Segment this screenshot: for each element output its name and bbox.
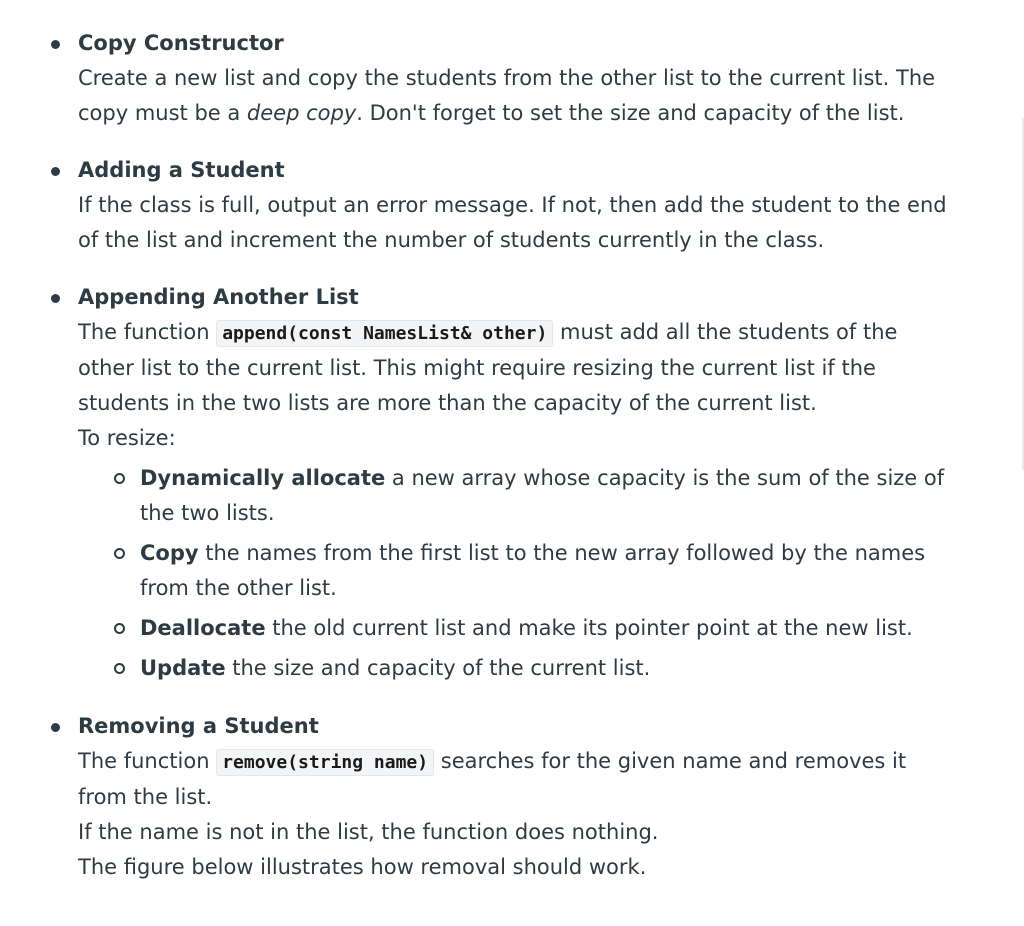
circle-bullet-icon bbox=[114, 548, 125, 559]
paragraph-line: Create a new list and copy the students from the other list to the current list. The bbox=[78, 66, 936, 90]
circle-bullet-icon bbox=[114, 473, 125, 484]
bullet-icon bbox=[51, 723, 60, 732]
list-item-appending-list bbox=[78, 280, 998, 456]
section-heading: Appending Another List bbox=[78, 285, 359, 309]
sub-list-item: Copy the names from the first list to the new array followed by the names from the other list. bbox=[140, 536, 1000, 606]
paragraph-line: The function remove(string name) searches for the given name and removes it bbox=[78, 744, 998, 780]
list-item-removing-student bbox=[78, 709, 998, 885]
paragraph-line: students in the two lists are more than the capacity of the current list. bbox=[78, 391, 817, 415]
circle-bullet-icon bbox=[114, 623, 125, 634]
paragraph-line: other list to the current list. This might require resizing the current list if the bbox=[78, 356, 876, 380]
circle-bullet-icon bbox=[114, 663, 125, 674]
step-keyword: Copy bbox=[140, 541, 199, 565]
section-heading: Removing a Student bbox=[78, 714, 319, 738]
paragraph-line: of the list and increment the number of students currently in the class. bbox=[78, 228, 825, 252]
emphasis-text: deep copy bbox=[246, 101, 357, 125]
paragraph-line: If the name is not in the list, the function does nothing. bbox=[78, 820, 659, 844]
paragraph-line: To resize: bbox=[78, 426, 176, 450]
bullet-icon bbox=[51, 294, 60, 303]
list-item-adding-student bbox=[78, 153, 998, 258]
paragraph-line: from the list. bbox=[78, 785, 213, 809]
code-snippet: remove(string name) bbox=[216, 749, 434, 776]
section-heading: Adding a Student bbox=[78, 158, 285, 182]
paragraph-line: If the class is full, output an error message. If not, then add the student to the end bbox=[78, 193, 947, 217]
paragraph-line: The function append(const NamesList& other) must add all the students of the bbox=[78, 315, 998, 351]
step-keyword: Deallocate bbox=[140, 616, 266, 640]
section-heading: Copy Constructor bbox=[78, 31, 284, 55]
paragraph-line: copy must be a deep copy. Don't forget to set the size and capacity of the list. bbox=[78, 101, 905, 125]
bullet-icon bbox=[51, 167, 60, 176]
sub-list-item: Update the size and capacity of the current list. bbox=[140, 651, 1000, 686]
sub-list-item: Dynamically allocate a new array whose capacity is the sum of the size of the two lists. bbox=[140, 461, 1000, 531]
code-snippet: append(const NamesList& other) bbox=[216, 320, 553, 347]
step-keyword: Update bbox=[140, 656, 226, 680]
paragraph-line: The figure below illustrates how removal should work. bbox=[78, 855, 647, 879]
sub-list-item: Deallocate the old current list and make its pointer point at the new list. bbox=[140, 611, 1000, 646]
bullet-icon bbox=[51, 40, 60, 49]
list-item-copy-constructor bbox=[78, 26, 998, 131]
step-keyword: Dynamically allocate bbox=[140, 466, 386, 490]
